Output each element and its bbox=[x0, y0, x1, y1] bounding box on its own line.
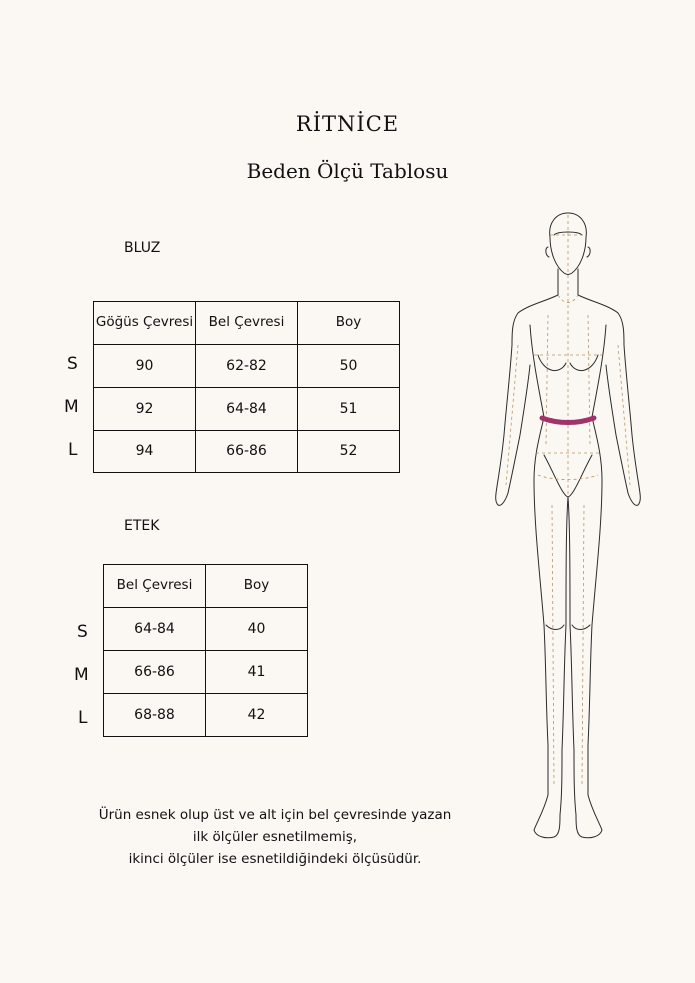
table-header-cell: Boy bbox=[298, 302, 400, 345]
table-header-row bbox=[94, 302, 400, 345]
table-cell: 51 bbox=[298, 388, 400, 431]
table-header-cell: Boy bbox=[206, 565, 308, 608]
table-cell: 41 bbox=[206, 651, 308, 694]
table-cell: 64-84 bbox=[104, 608, 206, 651]
table-cell: 94 bbox=[94, 431, 196, 473]
table-row bbox=[94, 388, 400, 431]
table-header-cell: Göğüs Çevresi bbox=[94, 302, 196, 345]
table-cell: 50 bbox=[298, 345, 400, 388]
table-cell: 52 bbox=[298, 431, 400, 473]
note-line: Ürün esnek olup üst ve alt için bel çevresinde yazan bbox=[98, 807, 452, 823]
size-note bbox=[60, 804, 490, 870]
table-cell: 68-88 bbox=[104, 694, 206, 737]
bluz-size-label-l: L bbox=[68, 440, 78, 460]
table-header-cell: Bel Çevresi bbox=[196, 302, 298, 345]
table-row bbox=[104, 651, 308, 694]
etek-size-label-s: S bbox=[77, 622, 88, 642]
etek-size-label-l: L bbox=[78, 708, 88, 728]
brand-title: RİTNİCE bbox=[295, 112, 400, 136]
bluz-size-label-m: M bbox=[64, 397, 79, 417]
table-row bbox=[104, 694, 308, 737]
note-line: ikinci ölçüler ise esnetildiğindeki ölçüsüdür. bbox=[128, 851, 422, 867]
bluz-size-table bbox=[93, 301, 400, 473]
table-cell: 64-84 bbox=[196, 388, 298, 431]
table-row bbox=[94, 345, 400, 388]
body-measurement-figure-icon bbox=[488, 205, 648, 850]
table-header-row bbox=[104, 565, 308, 608]
table-cell: 40 bbox=[206, 608, 308, 651]
table-header-cell: Bel Çevresi bbox=[104, 565, 206, 608]
table-cell: 90 bbox=[94, 345, 196, 388]
table-row bbox=[94, 431, 400, 473]
bluz-section-label: BLUZ bbox=[124, 240, 161, 256]
table-cell: 66-86 bbox=[104, 651, 206, 694]
etek-size-table bbox=[103, 564, 308, 737]
note-line: ilk ölçüler esnetilmemiş, bbox=[192, 829, 358, 845]
page-title: Beden Ölçü Tablosu bbox=[246, 159, 449, 183]
bluz-size-label-s: S bbox=[67, 354, 78, 374]
table-cell: 42 bbox=[206, 694, 308, 737]
table-cell: 92 bbox=[94, 388, 196, 431]
etek-size-label-m: M bbox=[74, 665, 89, 685]
table-row bbox=[104, 608, 308, 651]
table-cell: 66-86 bbox=[196, 431, 298, 473]
table-cell: 62-82 bbox=[196, 345, 298, 388]
etek-section-label: ETEK bbox=[124, 518, 160, 534]
